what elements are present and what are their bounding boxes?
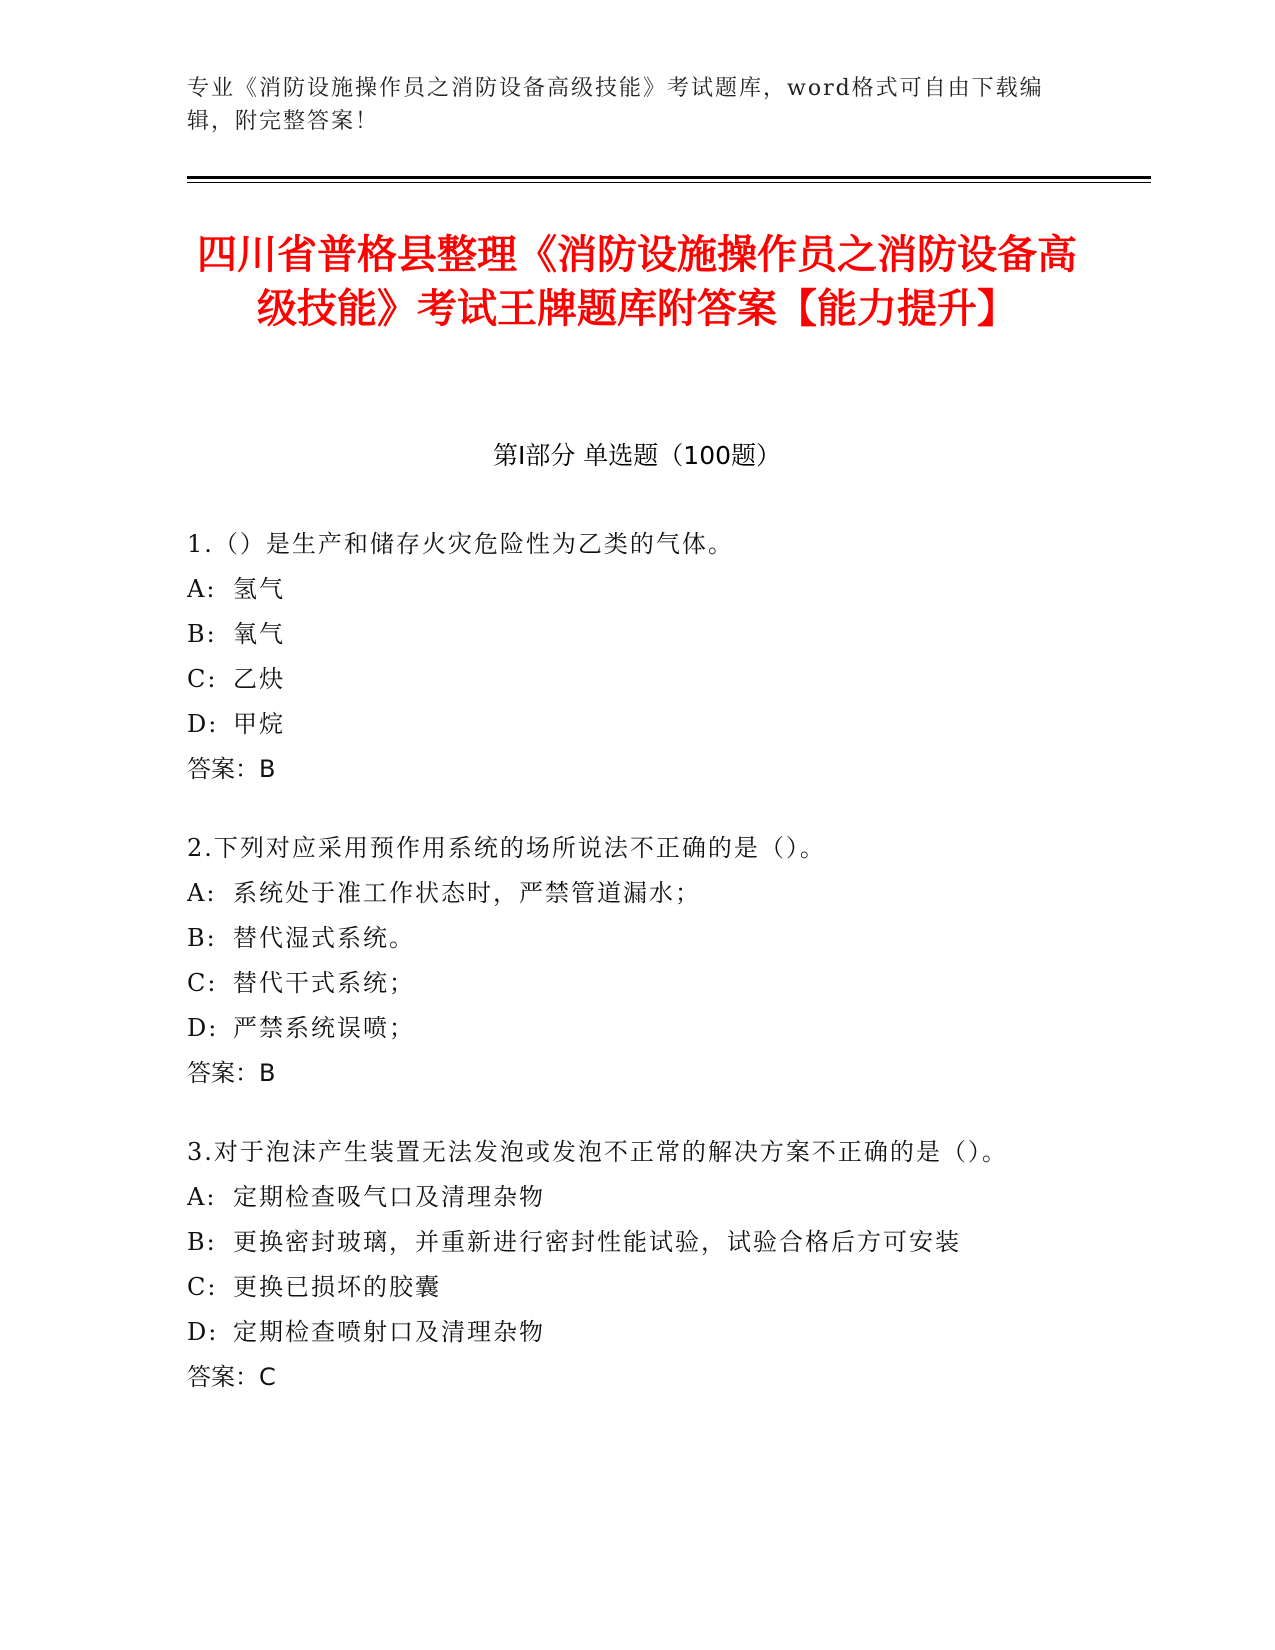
answer-value: B [259,755,276,783]
option-letter: C: [187,1273,218,1301]
option-letter: B: [187,1228,217,1256]
answer-line [187,1355,1067,1400]
answer-value: B [259,1059,276,1087]
option-letter: A: [187,575,217,603]
option-text: 甲烷 [233,710,285,738]
option-text: 替代干式系统； [233,969,415,997]
question-2 [187,826,1067,1096]
question-number: 2. [187,834,214,862]
option-text: 定期检查喷射口及清理杂物 [233,1318,545,1346]
question-stem: （）是生产和储存火灾危险性为乙类的气体。 [213,530,734,558]
option-text: 氢气 [233,575,285,603]
option-b [187,916,1067,961]
option-d [187,1310,1067,1355]
header-rule-thin [187,182,1151,183]
option-c [187,961,1067,1006]
question-text [187,826,1067,871]
option-a [187,567,1067,612]
question-stem: 对于泡沫产生装置无法发泡或发泡不正常的解决方案不正确的是（）。 [213,1138,1008,1166]
option-text: 更换密封玻璃，并重新进行密封性能试验，试验合格后方可安装 [233,1228,961,1256]
option-letter: D: [187,1318,219,1346]
answer-line [187,1051,1067,1096]
option-letter: A: [187,879,217,907]
option-letter: A: [187,1183,217,1211]
option-letter: B: [187,924,217,952]
question-text [187,1130,1067,1175]
option-letter: D: [187,710,219,738]
option-text: 系统处于准工作状态时，严禁管道漏水； [233,879,701,907]
answer-label: 答案： [187,1059,259,1087]
option-c [187,1265,1067,1310]
option-text: 氧气 [233,620,285,648]
option-letter: D: [187,1014,219,1042]
question-list [187,522,1067,1434]
option-c [187,657,1067,702]
option-b [187,612,1067,657]
option-letter: B: [187,620,217,648]
option-text: 乙炔 [233,665,285,693]
question-stem: 下列对应采用预作用系统的场所说法不正确的是（）。 [213,834,826,862]
section-heading: 第I部分 单选题（100题） [492,441,782,470]
option-a [187,1175,1067,1220]
option-d [187,1006,1067,1051]
question-3 [187,1130,1067,1400]
option-a [187,871,1067,916]
option-d [187,702,1067,747]
option-text: 严禁系统误喷； [233,1014,415,1042]
option-text: 替代湿式系统。 [233,924,415,952]
option-letter: C: [187,969,218,997]
answer-label: 答案： [187,1363,259,1391]
answer-label: 答案： [187,755,259,783]
header-rule-thick [187,176,1151,179]
question-number: 3. [187,1138,214,1166]
document-title: 四川省普格县整理《消防设施操作员之消防设备高级技能》考试王牌题库附答案【能力提升】 [197,232,1077,332]
answer-line [187,747,1067,792]
question-number: 1. [187,530,214,558]
option-b [187,1220,1067,1265]
option-text: 定期检查吸气口及清理杂物 [233,1183,545,1211]
answer-value: C [259,1363,276,1391]
header-note: 专业《消防设施操作员之消防设备高级技能》考试题库，word格式可自由下载编辑，附完整答案！ [187,76,1044,134]
option-text: 更换已损坏的胶囊 [233,1273,441,1301]
option-letter: C: [187,665,218,693]
question-text [187,522,1067,567]
question-1 [187,522,1067,792]
